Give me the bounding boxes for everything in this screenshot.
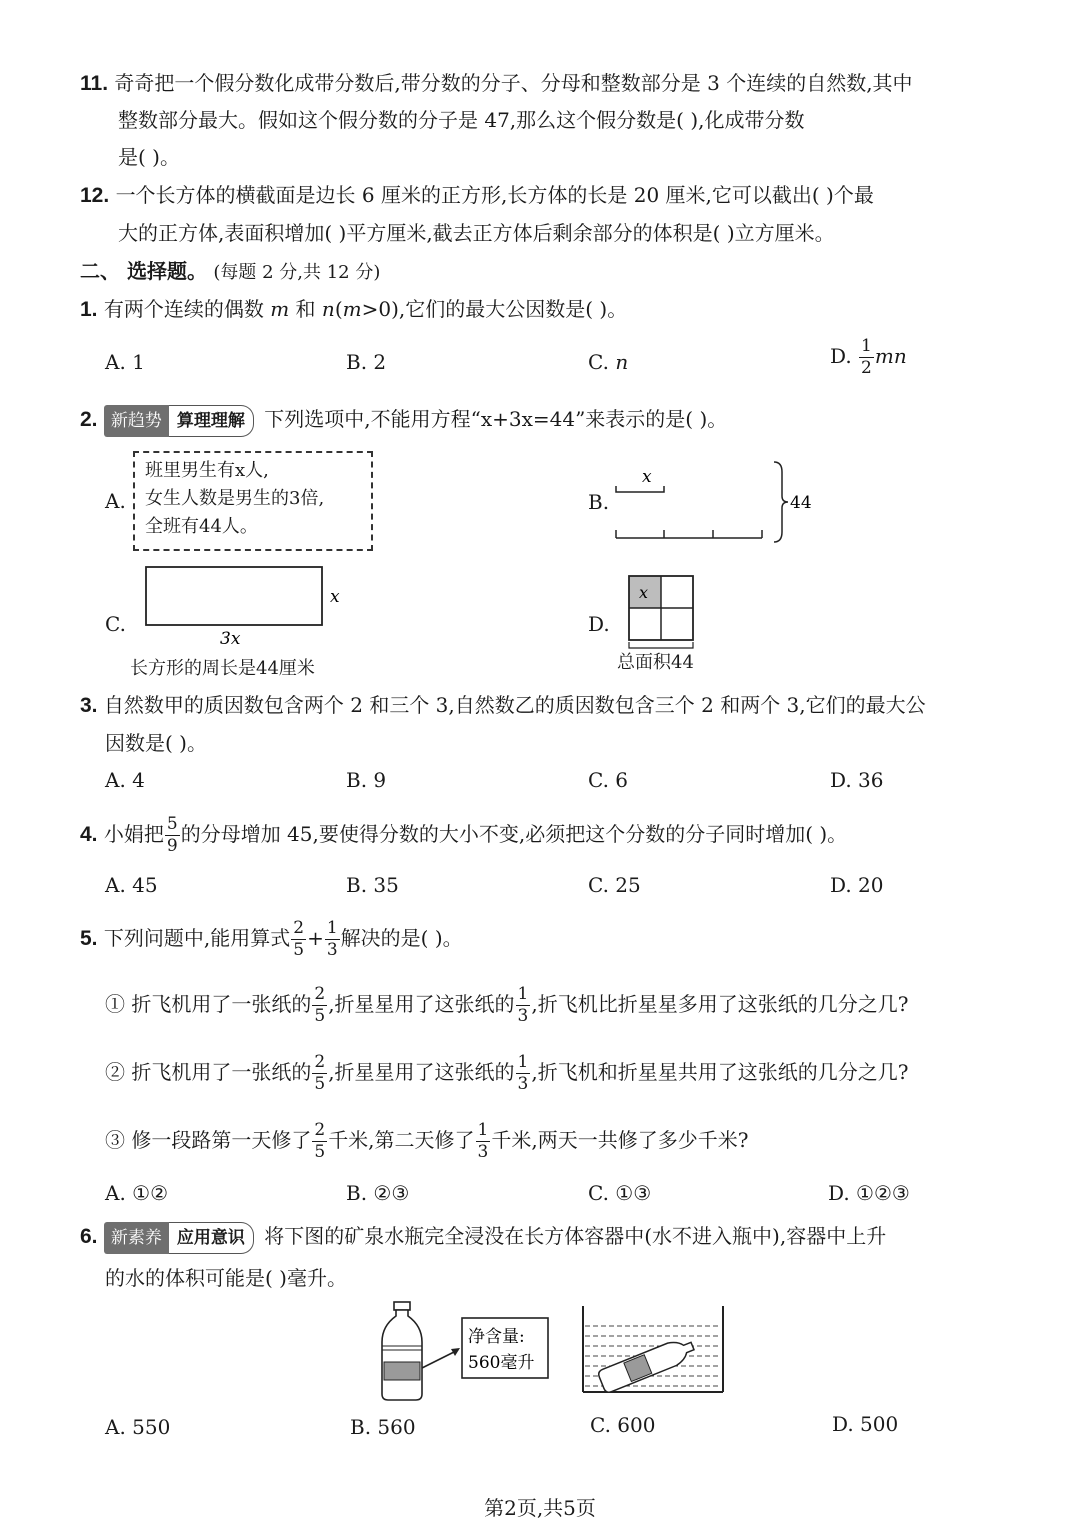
- c2-option-d-label[interactable]: D.: [588, 612, 610, 636]
- c5-item-3: [105, 1118, 748, 1162]
- q12-line1: [80, 180, 874, 211]
- c2-number: 2.: [80, 408, 98, 431]
- c5-item2-fraction-b: [516, 1054, 531, 1093]
- c6-text-2: 的水的体积可能是( )毫升。: [105, 1266, 347, 1290]
- fraction-denominator: 5: [293, 940, 305, 960]
- c6-tag: [104, 1222, 254, 1254]
- c3-option-a[interactable]: A. 4: [105, 768, 145, 792]
- c1-option-d-fraction: [859, 338, 874, 377]
- c5-option-c[interactable]: C. ①③: [588, 1181, 652, 1205]
- c4-text-pre: 小娟把: [103, 822, 164, 846]
- c2-tag-topic: 算理理解: [169, 405, 254, 437]
- c5-text-post: 解决的是( )。: [340, 926, 463, 950]
- c2-b-short-bracket: [616, 486, 664, 492]
- c6-container-figure: [578, 1302, 728, 1396]
- c2-line: [80, 404, 727, 437]
- c2-d-x-label: x: [639, 583, 649, 602]
- bottle-body: [382, 1310, 422, 1400]
- fraction-denominator: 5: [314, 1074, 326, 1094]
- c2-b-brace: [774, 462, 788, 542]
- q11-line1: [80, 68, 913, 99]
- c1-text-pre: 有两个连续的偶数: [103, 297, 271, 321]
- fraction-numerator: 1: [326, 918, 338, 938]
- c3-text-1: 自然数甲的质因数包含两个 2 和三个 3,自然数乙的质因数包含三个 2 和两个 3,它们的最大公: [103, 693, 926, 717]
- c2-c-rectangle: [146, 567, 322, 625]
- c1-option-d-value: mn: [874, 344, 907, 368]
- c3-text-2: 因数是( )。: [105, 731, 207, 755]
- q12-text-1: 一个长方体的横截面是边长 6 厘米的正方形,长方体的长是 20 厘米,它可以截出( )个最: [115, 183, 874, 207]
- c4-option-c[interactable]: C. 25: [588, 873, 641, 897]
- fraction-numerator: 2: [314, 1120, 326, 1140]
- c5-number: 5.: [80, 927, 98, 950]
- c3-option-d[interactable]: D. 36: [830, 768, 884, 792]
- c5-item2-text-a: ② 折飞机用了一张纸的: [105, 1060, 312, 1084]
- c5-item2-text-c: ,折飞机和折星星共用了这张纸的几分之几?: [531, 1060, 909, 1084]
- c5-fraction-1: [291, 920, 306, 959]
- c6-tag-topic: 应用意识: [169, 1222, 254, 1254]
- fraction-numerator: 1: [517, 984, 529, 1004]
- c2-c-length-label: 3x: [220, 629, 241, 649]
- c5-item1-text-b: ,折星星用了这张纸的: [328, 992, 515, 1016]
- c4-fraction: [165, 816, 180, 855]
- c1-number: 1.: [80, 298, 98, 321]
- c5-item1-text-a: ① 折飞机用了一张纸的: [105, 992, 312, 1016]
- c2-tag: [104, 405, 254, 437]
- fraction-denominator: 5: [314, 1006, 326, 1026]
- c5-item3-text-b: 千米,第二天修了: [328, 1128, 475, 1152]
- c5-item-2: [105, 1050, 908, 1094]
- c2-text: 下列选项中,不能用方程“x+3x=44”来表示的是( )。: [264, 407, 728, 431]
- c1-var-n: n: [321, 297, 335, 321]
- c1-line: [80, 294, 627, 325]
- c1-text-mid1: 和: [289, 297, 322, 321]
- bottle-cap: [394, 1302, 410, 1310]
- q11-text-2: 整数部分最大。假如这个假分数的分子是 47,那么这个假分数是( ),化成带分数: [118, 108, 805, 132]
- c3-line1: [80, 690, 926, 721]
- c1-var-m2: m: [342, 297, 362, 321]
- section-heading: [80, 256, 380, 288]
- c1-option-b[interactable]: B. 2: [346, 350, 387, 374]
- fraction-denominator: 3: [517, 1006, 529, 1026]
- fraction-denominator: 3: [517, 1074, 529, 1094]
- c4-number: 4.: [80, 823, 98, 846]
- c2-option-c-label[interactable]: C.: [105, 612, 126, 636]
- c1-option-a[interactable]: A. 1: [105, 350, 145, 374]
- c2-a-line1: 班里男生有x人,: [145, 460, 269, 481]
- net-content-value: 560毫升: [468, 1353, 535, 1373]
- c6-option-d[interactable]: D. 500: [832, 1412, 899, 1436]
- c1-text-post: >0),它们的最大公因数是( )。: [361, 297, 628, 321]
- c2-tag-trend: 新趋势: [104, 405, 169, 437]
- net-content-label: 净含量:: [468, 1327, 525, 1347]
- c4-option-d[interactable]: D. 20: [830, 873, 884, 897]
- c1-option-d[interactable]: [830, 338, 907, 377]
- c6-number: 6.: [80, 1225, 98, 1248]
- c5-item1-fraction-a: [312, 986, 327, 1025]
- c2-b-x-label: x: [642, 467, 652, 487]
- c6-bottle-figure: [372, 1300, 562, 1405]
- c5-text-pre: 下列问题中,能用算式: [103, 926, 291, 950]
- c2-c-width-label: x: [330, 587, 340, 607]
- c6-option-c[interactable]: C. 600: [590, 1413, 656, 1437]
- c3-option-c[interactable]: C. 6: [588, 768, 629, 792]
- c2-a-line3: 全班有44人。: [145, 516, 258, 537]
- c2-option-a-label[interactable]: A.: [105, 489, 126, 513]
- c1-option-d-label: D.: [830, 344, 859, 368]
- c6-text-1: 将下图的矿泉水瓶完全浸没在长方体容器中(水不进入瓶中),容器中上升: [264, 1224, 887, 1248]
- c2-option-a-box[interactable]: [133, 451, 373, 551]
- bottle-label: [384, 1362, 420, 1380]
- c2-option-b-segment-diagram: [608, 460, 823, 545]
- fraction-denominator: 3: [477, 1142, 489, 1162]
- c2-d-caption: 总面积44: [617, 652, 694, 673]
- c5-item3-fraction-a: [312, 1122, 327, 1161]
- c1-option-c-label: C.: [588, 350, 616, 374]
- fraction-denominator: 5: [314, 1142, 326, 1162]
- c5-item2-fraction-a: [312, 1054, 327, 1093]
- c4-line: [80, 812, 847, 857]
- c5-plus: +: [307, 926, 324, 950]
- c5-item3-text-c: 千米,两天一共修了多少千米?: [491, 1128, 749, 1152]
- c2-option-d-grid-diagram: [624, 572, 704, 650]
- fraction-denominator: 3: [326, 940, 338, 960]
- q11-text-3: 是( )。: [118, 145, 180, 169]
- c5-option-d[interactable]: D. ①②③: [828, 1181, 910, 1205]
- c5-option-b[interactable]: B. ②③: [346, 1181, 410, 1205]
- c5-item2-text-b: ,折星星用了这张纸的: [328, 1060, 515, 1084]
- c6-option-b[interactable]: B. 560: [350, 1415, 416, 1439]
- fraction-numerator: 5: [166, 814, 178, 834]
- c5-item3-text-a: ③ 修一段路第一天修了: [105, 1128, 312, 1152]
- page-footer: 第2页,共5页: [484, 1496, 596, 1520]
- c2-a-line2: 女生人数是男生的3倍,: [145, 488, 325, 509]
- fraction-numerator: 1: [517, 1052, 529, 1072]
- submerged-bottle: [597, 1335, 697, 1394]
- c3-number: 3.: [80, 694, 98, 717]
- fraction-denominator: 2: [861, 358, 872, 378]
- c5-fraction-2: [325, 920, 340, 959]
- q12-text-2: 大的正方体,表面积增加( )平方厘米,截去正方体后剩余部分的体积是( )立方厘米。: [118, 221, 835, 245]
- c6-tag-literacy: 新素养: [104, 1222, 169, 1254]
- c1-option-c-value: n: [615, 350, 629, 374]
- fraction-numerator: 1: [861, 336, 872, 356]
- section-title: 二、 选择题。: [80, 259, 207, 283]
- c1-text-mid2: (: [334, 297, 343, 321]
- fraction-numerator: 2: [314, 1052, 326, 1072]
- c1-option-c[interactable]: [588, 348, 628, 376]
- c3-option-b[interactable]: B. 9: [346, 768, 387, 792]
- fraction-numerator: 1: [477, 1120, 489, 1140]
- fraction-denominator: 9: [166, 836, 178, 856]
- c5-option-a[interactable]: A. ①②: [105, 1181, 169, 1205]
- c2-option-c-rectangle-diagram: [140, 562, 360, 652]
- q11-text-1: 奇奇把一个假分数化成带分数后,带分数的分子、分母和整数部分是 3 个连续的自然数,其中: [114, 71, 913, 95]
- c2-c-caption: 长方形的周长是44厘米: [130, 658, 315, 679]
- c4-text-post: 的分母增加 45,要使得分数的大小不变,必须把这个分数的分子同时增加( )。: [180, 822, 848, 846]
- c2-option-b-label[interactable]: B.: [588, 490, 610, 514]
- c1-var-m: m: [270, 297, 290, 321]
- c6-option-a[interactable]: A. 550: [105, 1415, 171, 1439]
- section-note: (每题 2 分,共 12 分): [213, 262, 381, 283]
- c6-line1: [80, 1221, 886, 1254]
- c2-b-total-label: 44: [790, 493, 812, 513]
- fraction-numerator: 2: [314, 984, 326, 1004]
- c5-line: [80, 916, 463, 961]
- q12-number: 12.: [80, 184, 110, 207]
- c5-item1-text-c: ,折飞机比折星星多用了这张纸的几分之几?: [531, 992, 909, 1016]
- pointer-arrow-line: [422, 1350, 458, 1368]
- c5-item-1: [105, 982, 908, 1026]
- fraction-numerator: 2: [293, 918, 305, 938]
- c5-item1-fraction-b: [516, 986, 531, 1025]
- c4-option-a[interactable]: A. 45: [105, 873, 158, 897]
- q11-number: 11.: [80, 72, 109, 95]
- c5-item3-fraction-b: [476, 1122, 491, 1161]
- c4-option-b[interactable]: B. 35: [346, 873, 399, 897]
